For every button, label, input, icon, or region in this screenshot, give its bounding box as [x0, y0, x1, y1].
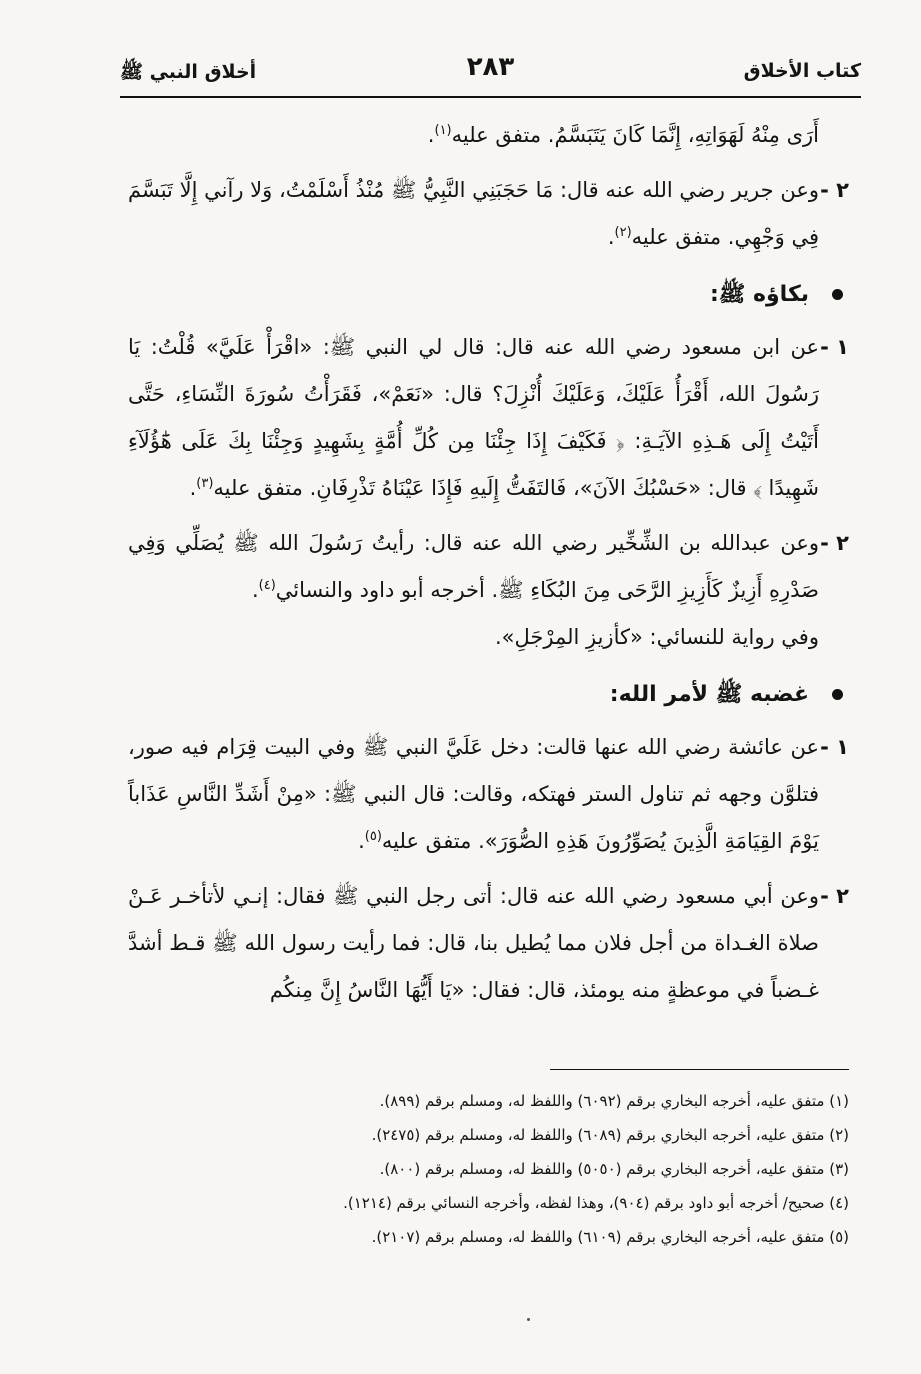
item-number: ٢ -	[820, 178, 849, 202]
hadith-paragraph: ١ - عن ابن مسعود رضي الله عنه قال: قال لي النبي ﷺ: «اقْرَأْ عَلَيَّ» قُلْتُ: يَا رَسُولَ الله، أَقْرَأُ عَلَيْكَ، وَعَلَيْكَ أُنْزِلَ؟ قال: «نَعَمْ»، فَقَرَأْتُ سُورَةَ النِّسَاءِ، حَتَّى أَتَيْتُ إِلَى هَـذِهِ الآيَـةِ: ﴿ فَكَيْفَ إِذَا جِئْنَا مِن كُلِّ أُمَّةٍ بِشَهِيدٍ وَجِئْنَا بِكَ عَلَى هَٰٓؤُلَآءِ شَهِيدًا ﴾ قال: «حَسْبُكَ الآنَ»، فَالتَفَتُّ إِلَيهِ فَإِذَا عَيْنَاهُ تَذْرِفَانِ. متفق عليه$^{(٣)}$.	[128, 324, 849, 512]
hadith-paragraph: ٢ - وعن عبدالله بن الشِّخِّير رضي الله عنه قال: رأيتُ رَسُولَ الله ﷺ يُصَلِّي وَفِي صَدْرِهِ أَزِيزٌ كَأَزِيزِ الرَّحَى مِنَ البُكَاءِ ﷺ. أخرجه أبو داود والنسائي$^{(٤)}$.	[128, 520, 849, 614]
footnote: (٢) متفق عليه، أخرجه البخاري برقم (٦٠٨٩) واللفظ له، ومسلم برقم (٢٤٧٥).	[371, 1126, 849, 1144]
bullet-icon	[832, 289, 843, 300]
footnote-ref: (٢)	[614, 225, 632, 240]
item-number: ١ -	[820, 735, 849, 759]
hadith-paragraph: ٢ - وعن جرير رضي الله عنه قال: مَا حَجَبَنِي النَّبِيُّ ﷺ مُنْذُ أَسْلَمْتُ، وَلا رآني إِلَّا تَبَسَّمَ فِي وَجْهِي. متفق عليه$^{(٢)}$.	[128, 167, 849, 261]
footnote-ref: (١)	[434, 123, 452, 138]
bullet-icon	[832, 689, 843, 700]
footnote: (٣) متفق عليه، أخرجه البخاري برقم (٥٠٥٠) واللفظ له، ومسلم برقم (٨٠٠).	[379, 1160, 849, 1178]
footnote: (٥) متفق عليه، أخرجه البخاري برقم (٦١٠٩) واللفظ له، ومسلم برقم (٢١٠٧).	[371, 1228, 849, 1246]
paragraph-continuation: أَرَى مِنْهُ لَهَوَاتِهِ، إِنَّمَا كَانَ يَتَبَسَّمُ. متفق عليه$^{(١)}$.	[427, 123, 819, 147]
footnote: (١) متفق عليه، أخرجه البخاري برقم (٦٠٩٢) واللفظ له، ومسلم برقم (٨٩٩).	[379, 1092, 849, 1110]
item-number: ٢ -	[820, 531, 849, 555]
footnote-ref: (٥)	[364, 829, 382, 844]
running-header	[120, 52, 861, 86]
item-number: ٢ -	[820, 884, 849, 908]
narration-variant: وفي رواية للنسائي: «كأزيزِ المِرْجَلِ».	[494, 625, 819, 649]
section-heading: غضبه ﷺ لأمر الله:	[128, 671, 849, 718]
item-number: ١ -	[820, 335, 849, 359]
footnotes	[150, 1084, 849, 1254]
hadith-paragraph: ٢ - وعن أبي مسعود رضي الله عنه قال: أتى رجل النبي ﷺ فقال: إنـي لأتأخـر عَـنْ صلاة الغـداة من أجل فلان مما يُطيل بنا، قال: فما رأيت رسول الله ﷺ قـط أشدَّ غـضباً في موعظةٍ منه يومئذ، قال: فقال: «يَا أَيُّهَا النَّاسُ إِنَّ مِنكُم	[128, 873, 849, 1014]
book-title: كتاب الأخلاق	[743, 60, 861, 82]
main-text	[128, 112, 849, 1014]
section-heading: بكاؤه ﷺ:	[128, 271, 849, 318]
footnote-ref: (٤)	[258, 578, 276, 593]
chapter-title: أخلاق النبي ﷺ	[120, 61, 257, 83]
footnote-ref: (٣)	[196, 476, 214, 491]
footnote: (٤) صحيح/ أخرجه أبو داود برقم (٩٠٤)، وهذا لفظه، وأخرجه النسائي برقم (١٢١٤).	[343, 1194, 849, 1212]
page-number: ٢٨٣	[466, 52, 515, 82]
footnote-rule	[550, 1069, 849, 1070]
header-rule	[120, 96, 861, 98]
scan-speck	[527, 1318, 530, 1321]
hadith-paragraph: ١ - عن عائشة رضي الله عنها قالت: دخل عَلَيَّ النبي ﷺ وفي البيت قِرَام فيه صور، فتلوَّن وجهه ثم تناول الستر فهتكه، وقالت: قال النبي ﷺ: «مِنْ أَشَدِّ النَّاسِ عَذَاباً يَوْمَ القِيَامَةِ الَّذِينَ يُصَوِّرُونَ هَذِهِ الصُّوَرَ». متفق عليه$^{(٥)}$.	[128, 724, 849, 865]
